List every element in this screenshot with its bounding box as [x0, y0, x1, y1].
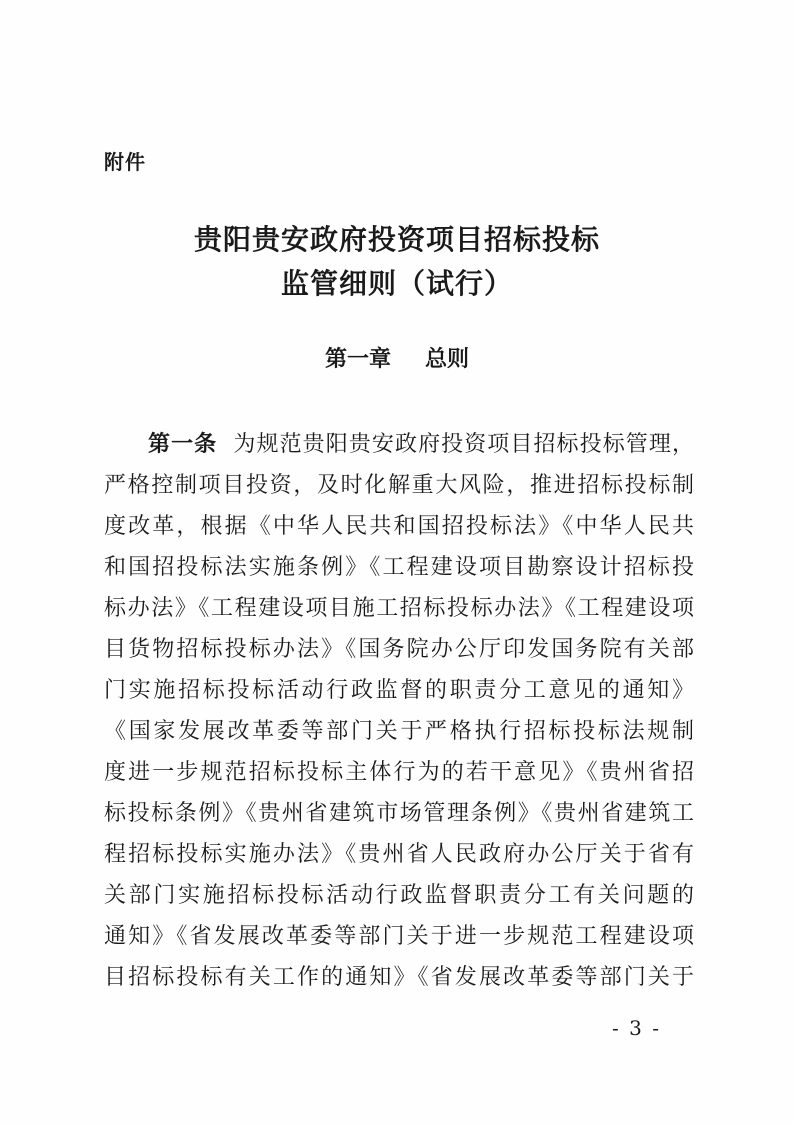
- annex-label: 附件: [104, 150, 146, 174]
- article-line-text: 为规范贵阳贵安政府投资项目招标投标管理，: [233, 432, 694, 457]
- page-number: - 3 -: [612, 1016, 661, 1040]
- article-line: 目货物招标投标办法》《国务院办公厅印发国务院有关部: [104, 637, 694, 662]
- article-label: 第一条: [148, 432, 218, 457]
- article-line: [104, 424, 694, 465]
- article-body: [104, 424, 694, 998]
- article-line: 目招标投标有关工作的通知》《省发展改革委等部门关于: [104, 965, 694, 990]
- document-title-line-2: 监管细则（试行）: [280, 267, 513, 300]
- article-line: 严格控制项目投资，及时化解重大风险，推进招标投标制: [104, 473, 694, 498]
- chapter-number: 第一章: [324, 347, 391, 372]
- article-line: 程招标投标实施办法》《贵州省人民政府办公厅关于省有: [104, 842, 694, 867]
- document-title-line-1: 贵阳贵安政府投资项目招标投标: [193, 223, 600, 256]
- article-line: 通知》《省发展改革委等部门关于进一步规范工程建设项: [104, 924, 694, 949]
- chapter-heading: [0, 342, 794, 373]
- article-line: 门实施招标投标活动行政监督的职责分工意见的通知》: [104, 678, 694, 703]
- article-line: 关部门实施招标投标活动行政监督职责分工有关问题的: [104, 883, 694, 908]
- article-line: 和国招投标法实施条例》《工程建设项目勘察设计招标投: [104, 555, 694, 580]
- article-line: 标办法》《工程建设项目施工招标投标办法》《工程建设项: [104, 596, 694, 621]
- article-line: 标投标条例》《贵州省建筑市场管理条例》《贵州省建筑工: [104, 801, 694, 826]
- article-line: 《国家发展改革委等部门关于严格执行招标投标法规制: [104, 719, 694, 744]
- article-line: 度进一步规范招标投标主体行为的若干意见》《贵州省招: [104, 760, 694, 785]
- article-line: 度改革，根据《中华人民共和国招投标法》《中华人民共: [104, 514, 694, 539]
- chapter-name: 总则: [425, 347, 470, 372]
